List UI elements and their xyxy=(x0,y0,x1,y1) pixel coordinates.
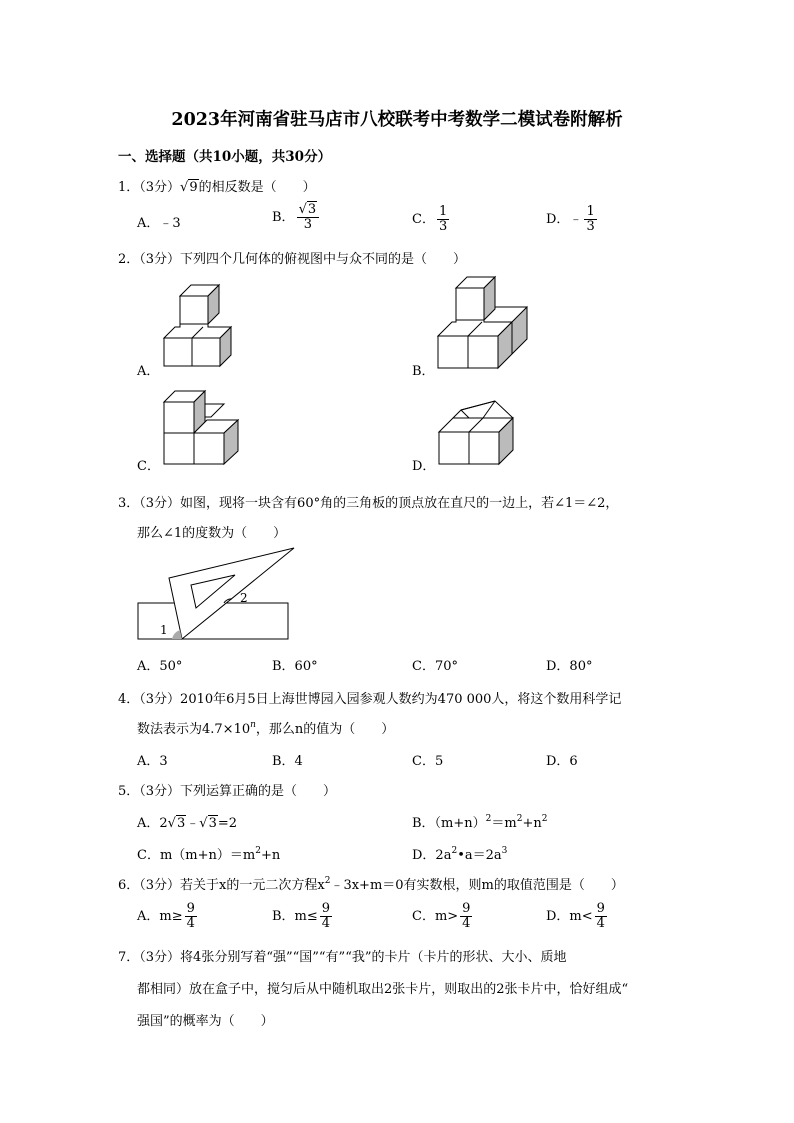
solid-figure-a xyxy=(160,270,280,380)
q1-option-a: A．﹣3 xyxy=(137,216,181,231)
q2-label-d: D． xyxy=(412,459,436,474)
q5-option-b: B．$(m+n)^2=m^2+n^2$ xyxy=(412,814,548,831)
angle-1-label: 1 xyxy=(160,623,168,637)
question-7-line1: 7．（3分）将4张分别写着“强”“国”“有”“我”的卡片（卡片的形状、大小、质地 xyxy=(118,950,567,965)
q2-label-c: C． xyxy=(137,459,160,474)
question-2-stem: 2．（3分）下列四个几何体的俯视图中与众不同的是（ ） xyxy=(118,252,467,267)
q3-option-d: D．80° xyxy=(546,659,593,674)
q4-option-c: C．5 xyxy=(412,754,444,769)
q6-option-c: C．m> $\frac{9}{4}$ xyxy=(412,901,471,931)
triangle-ruler xyxy=(169,548,294,639)
question-3-line1: 3．（3分）如图，现将一块含有60°角的三角板的顶点放在直尺的一边上，若∠1＝∠2， xyxy=(118,496,619,511)
question-4-line2: 数法表示为$4.7\times 10^n$，那么n的值为（ ） xyxy=(137,720,395,737)
question-4-line1: 4．（3分）2010年6月5日上海世博园入园参观人数约为470 000人，将这个数用科学记 xyxy=(118,692,622,707)
angle-2-label: 2 xyxy=(240,591,248,605)
question-5-stem: 5．（3分）下列运算正确的是（ ） xyxy=(118,784,337,799)
question-7-line3: 强国”的概率为（ ） xyxy=(137,1014,274,1029)
section-heading: 一、选择题（共10小题，共30分） xyxy=(118,149,332,165)
solid-figure-c xyxy=(160,382,280,472)
solid-figure-b xyxy=(434,260,564,370)
question-1-stem: 1．（3分）√9的相反数是（ ） xyxy=(118,180,316,195)
q3-option-a: A．50° xyxy=(137,659,183,674)
question-3-line2: 那么∠1的度数为（ ） xyxy=(137,526,287,541)
q3-option-c: C．70° xyxy=(412,659,458,674)
q3-option-b: B．60° xyxy=(272,659,318,674)
q4-option-b: B．4 xyxy=(272,754,303,769)
q6-option-d: D．m< $\frac{9}{4}$ xyxy=(546,901,605,931)
question-6-stem: 6．（3分）若关于x的一元二次方程$x^2﹣3x+m=0$有实数根，则m的取值范围是（ ） xyxy=(118,876,624,893)
q1-option-b: B． $\frac{√3}{3}$ xyxy=(272,203,321,232)
q5-option-a: A．2√3﹣√3=2 xyxy=(137,816,238,831)
q6-option-b: B．m≤ $\frac{9}{4}$ xyxy=(272,901,331,931)
q1-option-c: C． $\frac{1}{3}$ xyxy=(412,204,448,234)
page-title: 2023年河南省驻马店市八校联考中考数学二模试卷附解析 xyxy=(171,110,623,130)
q2-label-a: A． xyxy=(137,364,160,379)
q5-option-c: C．$m(m+n)=m^2+n$ xyxy=(137,846,281,863)
q6-option-a: A．m≥ $\frac{9}{4}$ xyxy=(137,901,195,931)
q2-label-b: B． xyxy=(412,364,435,379)
q4-option-d: D．6 xyxy=(546,754,578,769)
q1-option-d: D．﹣ $\frac{1}{3}$ xyxy=(546,204,595,234)
question-7-line2: 都相同）放在盒子中，搅匀后从中随机取出2张卡片，则取出的2张卡片中，恰好组成“ xyxy=(137,982,629,997)
ruler-triangle-figure xyxy=(136,548,296,648)
q4-option-a: A．3 xyxy=(137,754,168,769)
solid-figure-d xyxy=(435,396,555,476)
q5-option-d: D．$2a^2•a=2a^3$ xyxy=(412,846,508,863)
